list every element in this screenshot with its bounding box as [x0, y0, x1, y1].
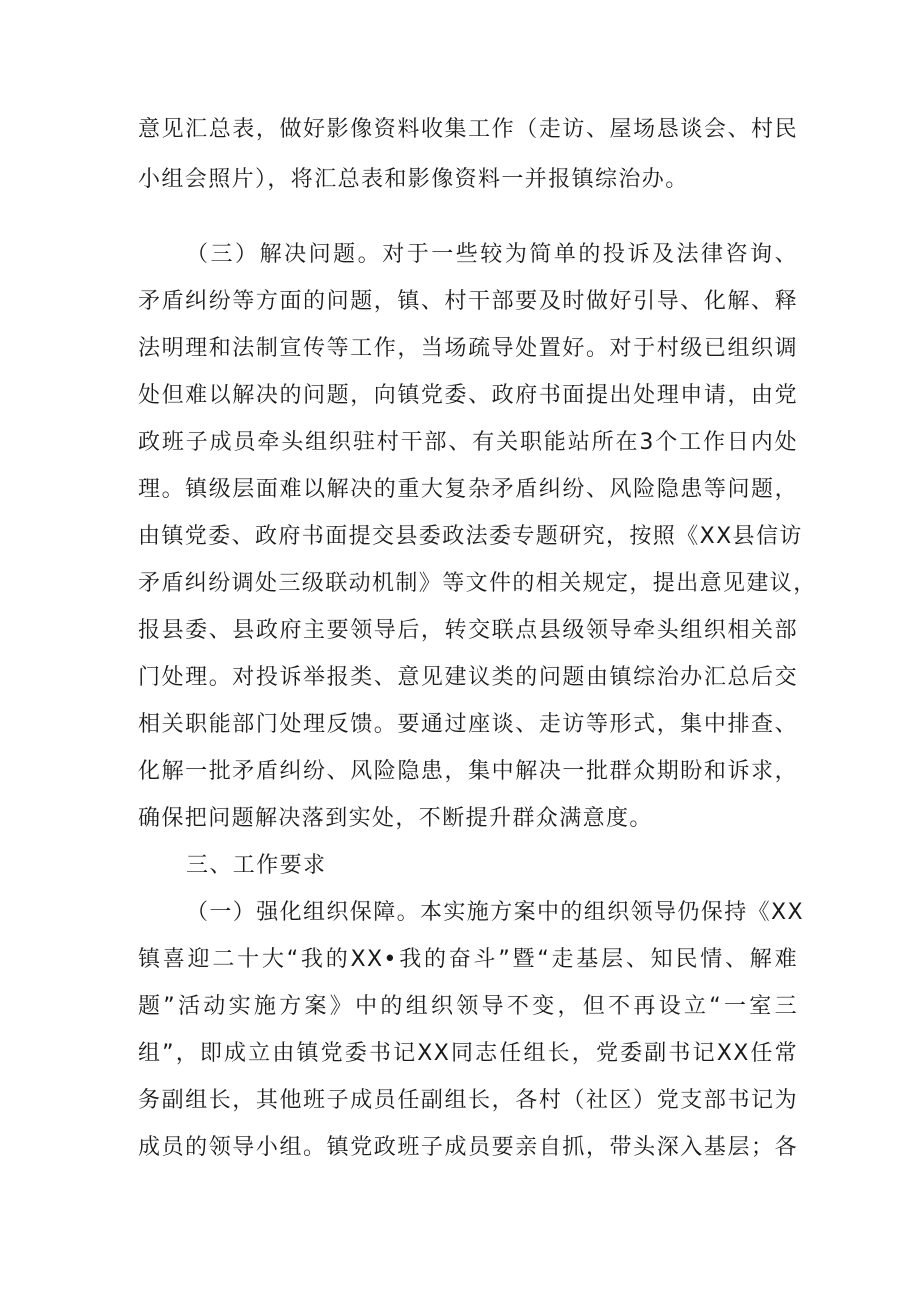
text-line: 理。镇级层面难以解决的重大复杂矛盾纠纷、风险隐患等问题，: [138, 477, 798, 502]
text-line: 矛盾纠纷等方面的问题，镇、村干部要及时做好引导、化解、释: [138, 289, 798, 314]
text-line: 政班子成员牵头组织驻村干部、有关职能站所在3个工作日内处: [138, 430, 798, 455]
text-line: 报县委、县政府主要领导后，转交联点县级领导牵头组织相关部: [138, 618, 798, 643]
text-line: （三）解决问题。对于一些较为简单的投诉及法律咨询、: [186, 242, 798, 267]
text-line: 门处理。对投诉举报类、意见建议类的问题由镇综治办汇总后交: [138, 665, 798, 690]
text-line: 确保把问题解决落到实处，不断提升群众满意度。: [138, 806, 653, 831]
text-line: 处但难以解决的问题，向镇党委、政府书面提出处理申请，由党: [138, 383, 798, 408]
text-line: 化解一批矛盾纠纷、风险隐患，集中解决一批群众期盼和诉求，: [138, 759, 798, 784]
text-line: 镇喜迎二十大“我的XX•我的奋斗”暨“走基层、知民情、解难: [138, 947, 798, 972]
text-line: 题”活动实施方案》中的组织领导不变，但不再设立“一室三: [138, 994, 798, 1019]
text-line: （一）强化组织保障。本实施方案中的组织领导仍保持《XX: [186, 900, 804, 925]
text-line: 法明理和法制宣传等工作，当场疏导处置好。对于村级已组织调: [138, 336, 798, 361]
text-line: 由镇党委、政府书面提交县委政法委专题研究，按照《XX县信访: [138, 524, 803, 549]
text-line: 组”，即成立由镇党委书记XX同志任组长，党委副书记XX任常: [138, 1041, 798, 1066]
text-line: 成员的领导小组。镇党政班子成员要亲自抓，带头深入基层；各: [138, 1135, 798, 1160]
text-line: 意见汇总表，做好影像资料收集工作（走访、屋场恳谈会、村民: [138, 117, 798, 142]
section-heading: 三、工作要求: [186, 853, 327, 878]
text-line: 矛盾纠纷调处三级联动机制》等文件的相关规定，提出意见建议，: [138, 571, 817, 596]
text-line: 小组会照片），将汇总表和影像资料一并报镇综治办。: [138, 167, 689, 192]
text-line: 相关职能部门处理反馈。要通过座谈、走访等形式，集中排查、: [138, 712, 798, 737]
text-line: 务副组长，其他班子成员任副组长，各村（社区）党支部书记为: [138, 1088, 798, 1113]
